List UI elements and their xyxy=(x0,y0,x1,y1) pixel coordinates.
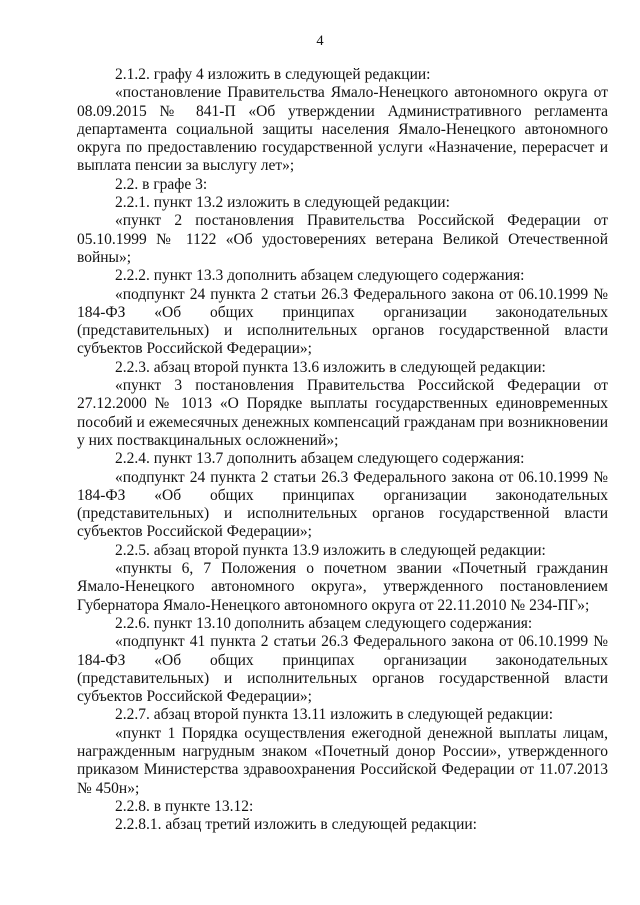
paragraph-2-2-6: 2.2.6. пункт 13.10 дополнить абзацем следующего содержания: xyxy=(115,614,533,632)
document-body xyxy=(77,66,608,834)
paragraph-2-1-2: 2.1.2. графу 4 изложить в следующей редакции: xyxy=(115,66,431,83)
paragraph-quote-841-p: «постановление Правительства Ямало-Ненецкого автономного округа от 08.09.2015 № 841-П «Об утверждении Административного регламента департамента социальной защиты населения Ямало-Ненецкого автономного округа по предоставлению государственной услуги «Назначение, перерасчет и выплата пенсии за выслугу лет»; xyxy=(77,84,608,175)
paragraph-2-2-2: 2.2.2. пункт 13.3 дополнить абзацем следующего содержания: xyxy=(115,267,525,285)
paragraph-quote-450n: «пункт 1 Порядка осуществления ежегодной денежной выплаты лицам, награжденным нагрудным знаком «Почетный донор России», утвержденного приказом Министерства здравоохранения Российской Федерации от 11.07.2013 № 450н»; xyxy=(77,724,608,797)
page-number: 4 xyxy=(316,33,324,49)
paragraph-quote-184-fz-c: «подпункт 41 пункта 2 статьи 26.3 Федерального закона от 06.10.1999 № 184-ФЗ «Об общих принципах организации законодательных (представительных) и исполнительных органов государственной власти субъектов Российской Федерации»; xyxy=(77,633,608,706)
paragraph-2-2-7: 2.2.7. абзац второй пункта 13.11 изложить в следующей редакции: xyxy=(115,706,554,724)
paragraph-2-2-4: 2.2.4. пункт 13.7 дополнить абзацем следующего содержания: xyxy=(115,450,525,468)
paragraph-quote-234-pg: «пункты 6, 7 Положения о почетном звании «Почетный гражданин Ямало-Ненецкого автономного округа», утвержденного постановлением Губернатора Ямало-Ненецкого автономного округа от 22.11.2010 № 234-ПГ»; xyxy=(77,560,608,614)
paragraph-quote-184-fz-b: «подпункт 24 пункта 2 статьи 26.3 Федерального закона от 06.10.1999 № 184-ФЗ «Об общих принципах организации законодательных (представительных) и исполнительных органов государственной власти субъектов Российской Федерации»; xyxy=(77,468,608,541)
paragraph-quote-184-fz-a: «подпункт 24 пункта 2 статьи 26.3 Федерального закона от 06.10.1999 № 184-ФЗ «Об общих принципах организации законодательных (представительных) и исполнительных органов государственной власти субъектов Российской Федерации»; xyxy=(77,285,608,358)
paragraph-2-2-5: 2.2.5. абзац второй пункта 13.9 изложить в следующей редакции: xyxy=(115,541,546,559)
paragraph-quote-1013: «пункт 3 постановления Правительства Российской Федерации от 27.12.2000 № 1013 «О Порядке выплаты государственных единовременных пособий и ежемесячных денежных компенсаций гражданам при возникновении у них поствакцинальных осложнений»; xyxy=(77,377,608,449)
paragraph-2-2-3: 2.2.3. абзац второй пункта 13.6 изложить в следующей редакции: xyxy=(115,358,546,376)
paragraph-2-2-8: 2.2.8. в пункте 13.12: xyxy=(115,797,254,815)
paragraph-2-2-8-1: 2.2.8.1. абзац третий изложить в следующей редакции: xyxy=(115,816,477,834)
paragraph-2-2: 2.2. в графе 3: xyxy=(115,175,208,193)
paragraph-2-2-1: 2.2.1. пункт 13.2 изложить в следующей редакции: xyxy=(115,194,450,212)
paragraph-quote-1122: «пункт 2 постановления Правительства Российской Федерации от 05.10.1999 № 1122 «Об удостоверениях ветерана Великой Отечественной войны»; xyxy=(77,212,608,266)
